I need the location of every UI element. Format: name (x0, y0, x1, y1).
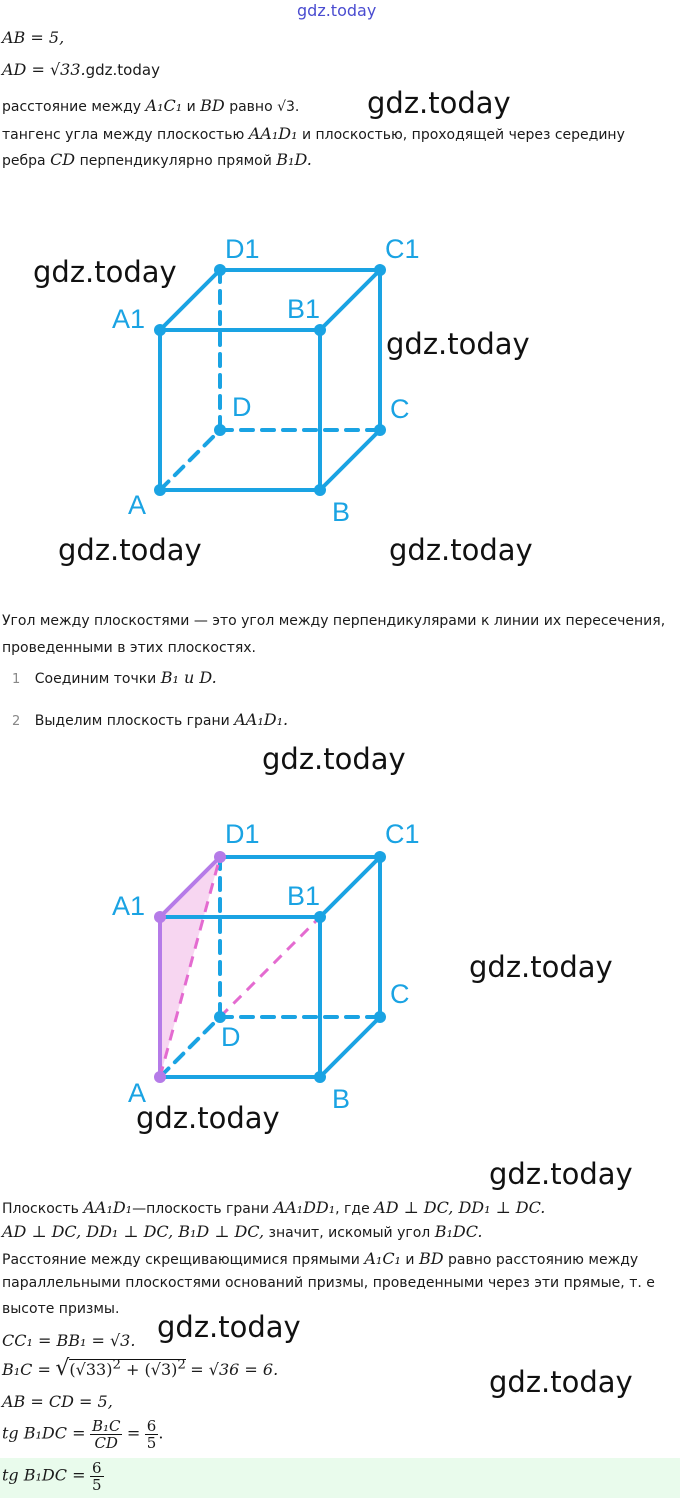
plane-line-b: —плоскость грани (132, 1201, 270, 1217)
task-line1-b: и плоскостью, проходящей через середину (301, 127, 625, 143)
perp-angle: B₁DC. (434, 1222, 483, 1241)
tg-label: tg B₁DC = (2, 1423, 86, 1443)
step-2-math: AA₁D₁. (234, 710, 289, 729)
label2-c: C (390, 979, 410, 1009)
point2-d1 (214, 851, 226, 863)
dist2-bd: BD (418, 1249, 444, 1268)
perp-line (2, 1222, 482, 1241)
label2-a1: A1 (112, 891, 146, 921)
answer-label: tg B₁DC = (2, 1465, 86, 1485)
point-d (214, 424, 226, 436)
point2-c (374, 1011, 386, 1023)
task-line-1 (2, 124, 625, 143)
step-1-number: 1 (12, 672, 21, 687)
answer-frac (90, 1460, 104, 1493)
label2-b: B (332, 1084, 351, 1114)
point-b (314, 484, 326, 496)
perp-math: AD ⊥ DC, DD₁ ⊥ DC, B₁D ⊥ DC, (2, 1222, 265, 1241)
sqrt33-term: (√33) (69, 1360, 113, 1379)
point-d1 (214, 264, 226, 276)
step-1-math: B₁ и D. (160, 668, 217, 687)
b1c-line (2, 1356, 278, 1381)
given-ab: AB = 5, (2, 28, 65, 47)
dist-suffix: равно √3. (229, 99, 300, 115)
label-b: B (332, 497, 351, 527)
step-2 (12, 710, 288, 729)
label2-d: D (221, 1022, 241, 1052)
label-d: D (232, 392, 252, 422)
dist-a1c1: A₁C₁ (145, 96, 183, 115)
ab-cd-line: AB = CD = 5, (2, 1392, 113, 1411)
label-b1: B1 (287, 294, 321, 324)
watermark: gdz.today (389, 533, 533, 567)
plane-math-1: AA₁D₁ (83, 1198, 133, 1217)
dist-line1-a: Расстояние между скрещивающимися прямыми (2, 1252, 360, 1268)
plane-line-c: , где (335, 1201, 370, 1217)
watermark: gdz.today (489, 1365, 633, 1399)
label-a1: A1 (112, 304, 146, 334)
dist2-a1c1: A₁C₁ (364, 1249, 401, 1268)
point-a1 (154, 324, 166, 336)
watermark: gdz.today (136, 1101, 280, 1135)
edge-b1c1 (320, 270, 380, 330)
edge-ad (160, 430, 220, 490)
watermark: gdz.today (33, 255, 177, 289)
label-d1: D1 (225, 234, 260, 264)
label-c: C (390, 394, 410, 424)
point-a (154, 484, 166, 496)
site-watermark-top: gdz.today (297, 1, 377, 20)
answer-den: 5 (91, 1476, 102, 1494)
task-cd: CD (50, 150, 76, 169)
task-line-2 (2, 150, 312, 169)
answer-num: 6 (91, 1459, 102, 1477)
plane-line-a: Плоскость (2, 1201, 79, 1217)
dist-line-2: параллельными плоскостями оснований призмы, проведенными через эти прямые, т. е (2, 1275, 655, 1291)
watermark: gdz.today (367, 86, 511, 120)
dist-line1-b: и (405, 1252, 415, 1268)
given-distance (2, 96, 299, 115)
point2-c1 (374, 851, 386, 863)
dist-prefix: расстояние между (2, 99, 142, 115)
tg-frac2-num: 6 (146, 1417, 157, 1435)
watermark: gdz.today (469, 950, 613, 984)
label2-d1: D1 (225, 819, 260, 849)
edge-bc (320, 430, 380, 490)
intro-line-2: проведенными в этих плоскостях. (2, 640, 257, 656)
given-ad-line (2, 60, 160, 79)
step-1-text: Соединим точки (34, 671, 157, 687)
point2-b1 (314, 911, 326, 923)
step-2-text: Выделим плоскость грани (34, 713, 230, 729)
sqrt-body: $(√33)^2 + (√3)^2$ (69, 1357, 186, 1379)
task-line1-a: тангенс угла между плоскостью (2, 127, 245, 143)
b1c-left: B₁C = (2, 1360, 51, 1379)
label2-a: A (128, 1078, 147, 1108)
plane-math-2: AA₁DD₁ (273, 1198, 336, 1217)
dist-line-1 (2, 1249, 638, 1268)
watermark: gdz.today (262, 742, 406, 776)
given-ad-watermark: gdz.today (85, 61, 160, 79)
label-c1: C1 (385, 234, 420, 264)
label-a: A (128, 490, 147, 520)
label2-c1: C1 (385, 819, 420, 849)
task-line2-a: ребра (2, 153, 46, 169)
watermark: gdz.today (157, 1310, 301, 1344)
tg-frac1-num: B₁C (91, 1417, 121, 1435)
point-c1 (374, 264, 386, 276)
watermark: gdz.today (58, 533, 202, 567)
point-c (374, 424, 386, 436)
plane-line (2, 1198, 545, 1217)
edge2-b1c1 (320, 857, 380, 917)
dist-bd: BD (200, 96, 225, 115)
tg-frac2-den: 5 (146, 1434, 157, 1452)
tg-frac-1 (90, 1418, 123, 1451)
step-1 (12, 668, 217, 687)
label2-b1: B1 (287, 881, 321, 911)
given-ad: AD = √33. (2, 60, 86, 79)
tg-frac1-den: CD (94, 1434, 118, 1452)
task-aa1d1: AA₁D₁ (248, 124, 298, 143)
plane-math-3: AD ⊥ DC, DD₁ ⊥ DC. (374, 1198, 546, 1217)
diag-db1 (220, 917, 320, 1017)
tg-line: tg B₁DC = $\frac{\text{B₁C}}{CD}$ = $\frac{6}{5}$ . (2, 1417, 164, 1452)
watermark: gdz.today (386, 327, 530, 361)
edge2-bc (320, 1017, 380, 1077)
point2-a1 (154, 911, 166, 923)
point2-a (154, 1071, 166, 1083)
task-b1d: B₁D. (276, 150, 312, 169)
point-b1 (314, 324, 326, 336)
step-2-number: 2 (12, 714, 21, 729)
tg-frac-2 (145, 1418, 159, 1451)
dist-line1-c: равно расстоянию между (448, 1252, 639, 1268)
answer-line (2, 1460, 104, 1493)
point2-b (314, 1071, 326, 1083)
cc1-line: CC₁ = BB₁ = √3. (2, 1331, 136, 1350)
task-line2-b: перпендикулярно прямой (79, 153, 272, 169)
intro-line-1: Угол между плоскостями — это угол между перпендикулярами к линии их пересечения, (2, 613, 666, 629)
sqrt3-term: (√3) (144, 1360, 178, 1379)
answer-box (0, 1458, 680, 1498)
perp-text: значит, искомый угол (268, 1225, 431, 1241)
dist-mid: и (186, 99, 196, 115)
sqrt-sign: √ (55, 1356, 70, 1381)
dist-line-3: высоте призмы. (2, 1301, 120, 1317)
watermark: gdz.today (489, 1157, 633, 1191)
b1c-right: = √36 = 6. (190, 1360, 279, 1379)
